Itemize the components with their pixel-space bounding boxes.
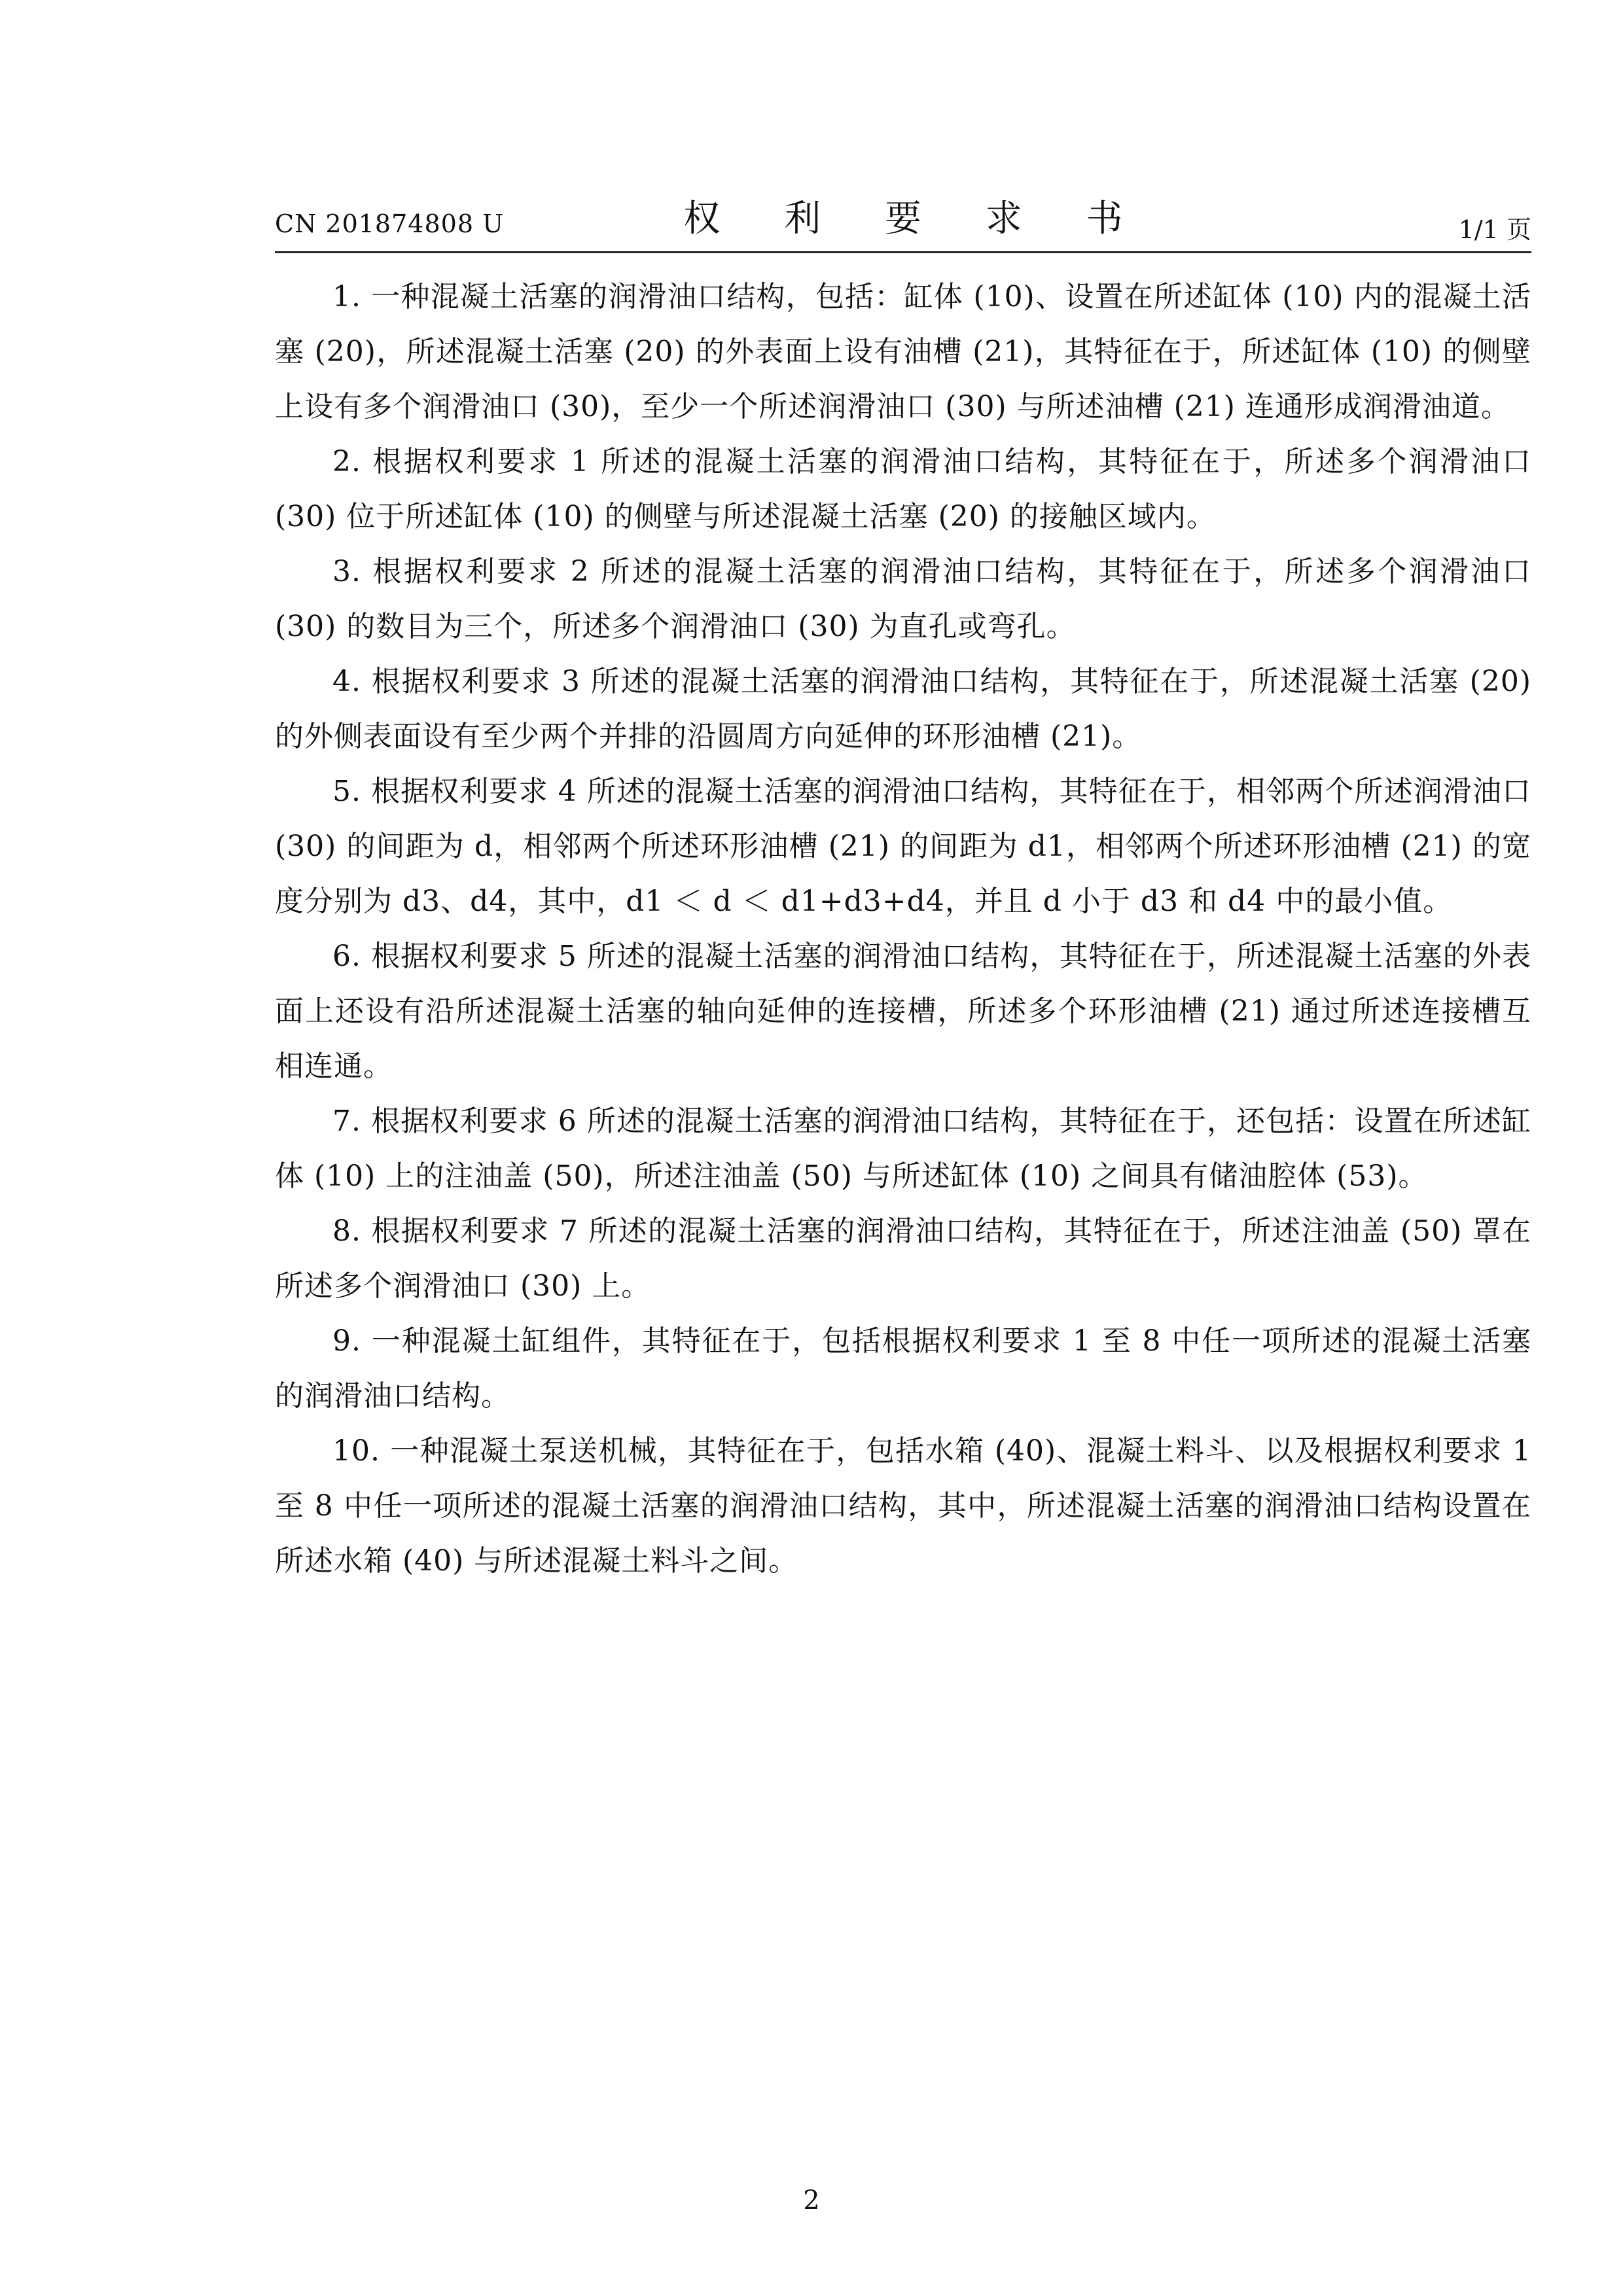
page-number: 2 (803, 2185, 820, 2216)
page-header (275, 190, 1531, 242)
claim-9: 9. 一种混凝土缸组件，其特征在于，包括根据权利要求 1 至 8 中任一项所述的混凝土活塞的润滑油口结构。 (275, 1324, 1531, 1413)
claim-3: 3. 根据权利要求 2 所述的混凝土活塞的润滑油口结构，其特征在于，所述多个润滑油口 (30) 的数目为三个，所述多个润滑油口 (30) 为直孔或弯孔。 (275, 555, 1531, 643)
claim-1: 1. 一种混凝土活塞的润滑油口结构，包括：缸体 (10)、设置在所述缸体 (10) 内的混凝土活塞 (20)，所述混凝土活塞 (20) 的外表面上设有油槽 (21)，其特征在于，所述缸体 (10) 的侧壁上设有多个润滑油口 (30)，至少一个所述润滑油口 (30) 与所述油槽 (21) 连通形成润滑油道。 (275, 280, 1531, 423)
claim-5: 5. 根据权利要求 4 所述的混凝土活塞的润滑油口结构，其特征在于，相邻两个所述润滑油口 (30) 的间距为 d，相邻两个所述环形油槽 (21) 的间距为 d1，相邻两个所述环形油槽 (21) 的宽度分别为 d3、d4，其中，d1 ＜ d ＜ d1+d3+d4，并且 d 小于 d3 和 d4 中的最小值。 (275, 775, 1531, 918)
claim-7: 7. 根据权利要求 6 所述的混凝土活塞的润滑油口结构，其特征在于，还包括：设置在所述缸体 (10) 上的注油盖 (50)，所述注油盖 (50) 与所述缸体 (10) 之间具有储油腔体 (53)。 (275, 1104, 1531, 1193)
claim-4: 4. 根据权利要求 3 所述的混凝土活塞的润滑油口结构，其特征在于，所述混凝土活塞 (20) 的外侧表面设有至少两个并排的沿圆周方向延伸的环形油槽 (21)。 (275, 665, 1531, 753)
document-number: CN 201874808 U (275, 209, 505, 238)
claim-2: 2. 根据权利要求 1 所述的混凝土活塞的润滑油口结构，其特征在于，所述多个润滑油口 (30) 位于所述缸体 (10) 的侧壁与所述混凝土活塞 (20) 的接触区域内。 (275, 445, 1531, 533)
document-title: 权 利 要 求 书 (683, 198, 1149, 240)
claim-10: 10. 一种混凝土泵送机械，其特征在于，包括水箱 (40)、混凝土料斗、以及根据权利要求 1 至 8 中任一项所述的混凝土活塞的润滑油口结构，其中，所述混凝土活塞的润滑油口结构设置在所述水箱 (40) 与所述混凝土料斗之间。 (275, 1434, 1531, 1578)
claim-8: 8. 根据权利要求 7 所述的混凝土活塞的润滑油口结构，其特征在于，所述注油盖 (50) 罩在所述多个润滑油口 (30) 上。 (275, 1214, 1531, 1303)
page-indicator: 1/1 页 (1458, 215, 1531, 244)
header-divider (275, 251, 1531, 253)
claim-6: 6. 根据权利要求 5 所述的混凝土活塞的润滑油口结构，其特征在于，所述混凝土活塞的外表面上还设有沿所述混凝土活塞的轴向延伸的连接槽，所述多个环形油槽 (21) 通过所述连接槽互相连通。 (275, 940, 1531, 1083)
claims-list (275, 270, 1531, 1589)
